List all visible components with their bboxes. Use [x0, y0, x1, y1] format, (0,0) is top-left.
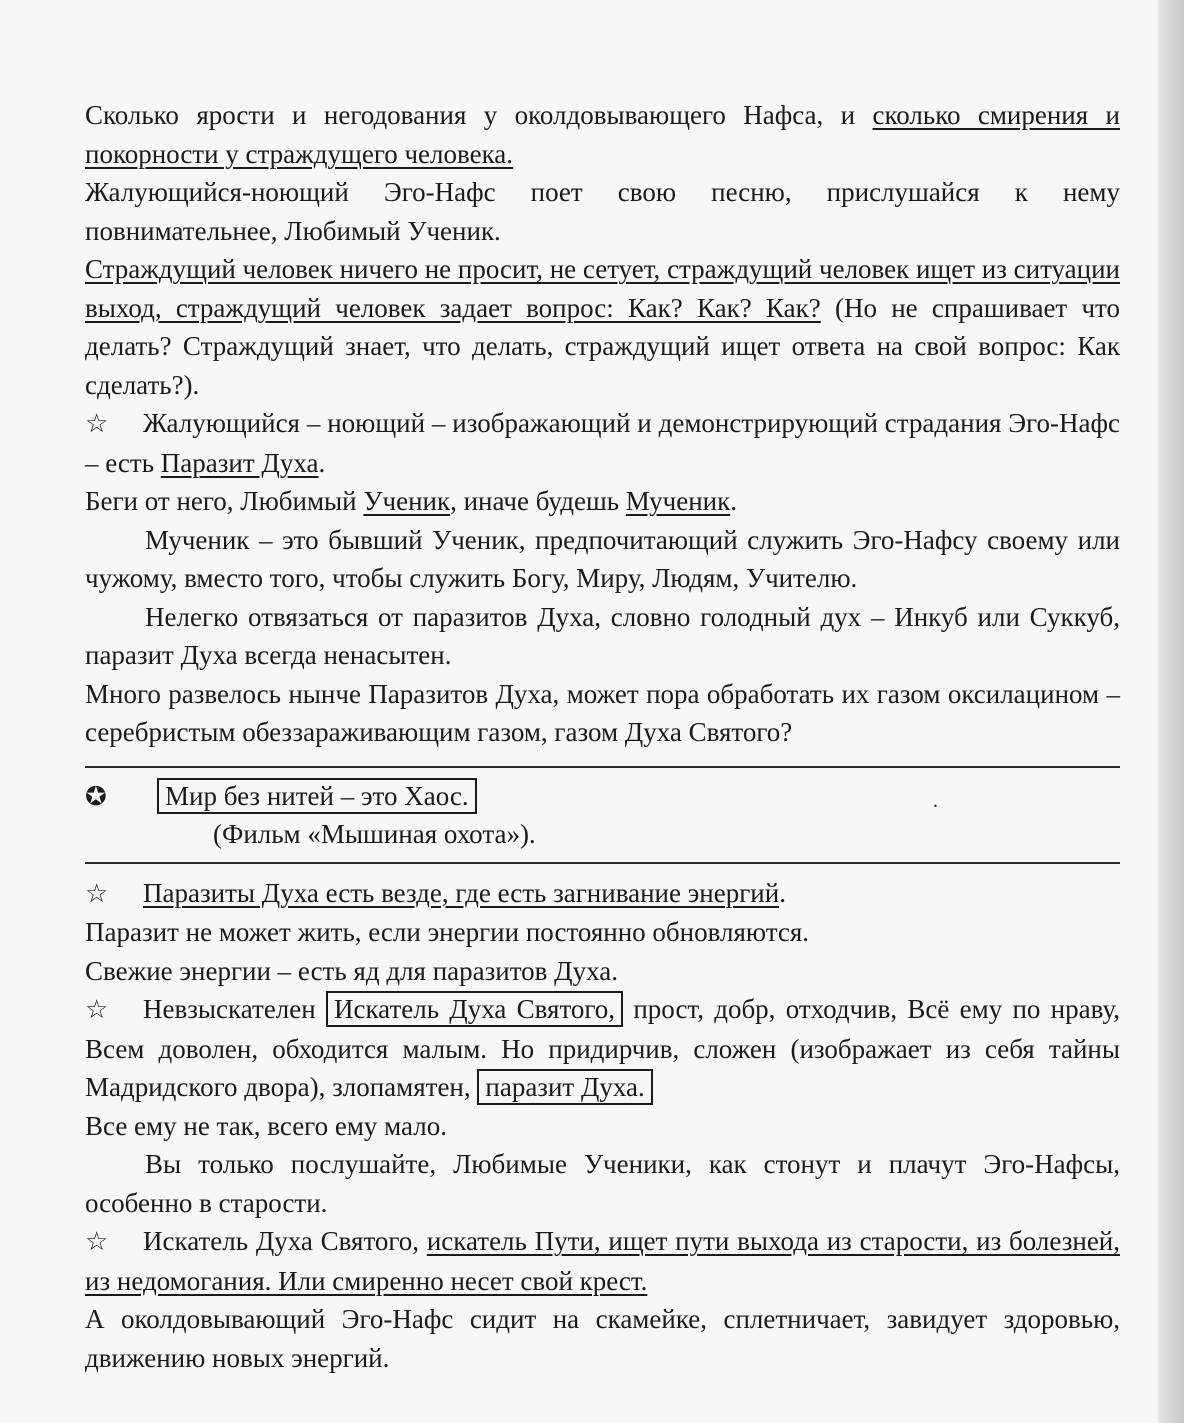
- paragraph-3-underlined: Страждущий человек ничего не просит, не сетует, страждущий человек ищет из ситуации выход, страждущий человек задает вопрос: Как? Как? Как?: [85, 254, 1120, 323]
- boxed-parasite: паразит Духа.: [477, 1069, 652, 1105]
- paragraph-1-text: Сколько ярости и негодования у околдовывающего Нафса, и: [85, 100, 873, 130]
- paragraph-14: Вы только послушайте, Любимые Ученики, как стонут и плачут Эго-Нафсы, особенно в старости.: [85, 1149, 1120, 1218]
- star-icon: ☆: [85, 995, 109, 1025]
- paragraph-11: Свежие энергии – есть яд для паразитов Духа.: [85, 955, 618, 986]
- paragraph-12-mid: прост, добр, отходчив, Всё ему по нраву, Всем доволен, обходится малым. Но придирчив, сложен (изображает из себя тайны Мадридского двора), злопамятен,: [85, 994, 1120, 1102]
- paragraph-2: Жалующийся-ноющий Эго-Нафс поет свою песню, прислушайся к нему повнимательнее, Любимый Ученик.: [85, 177, 1120, 246]
- paragraph-5-underlined-martyr: Мученик: [625, 486, 731, 516]
- paragraph-1: [85, 96, 1120, 173]
- paragraph-15-text: Искатель Духа Святого,: [143, 1226, 427, 1256]
- quote-block: [85, 778, 1120, 848]
- star-icon: ☆: [85, 409, 109, 439]
- paragraph-12: [85, 990, 1120, 1107]
- page-edge-shadow: [1158, 0, 1184, 1423]
- paragraph-4-end: .: [318, 447, 326, 478]
- paragraph-12-text: Невзыскателен: [143, 994, 326, 1024]
- paragraph-4-underlined: Паразит Духа: [160, 447, 319, 478]
- paragraph-8: Много развелось нынче Паразитов Духа, может пора обработать их газом оксилацином – серебристым обеззараживающим газом, газом Духа Святого?: [85, 678, 1120, 747]
- stray-dot: .: [933, 789, 938, 812]
- divider-top: [85, 766, 1120, 768]
- paragraph-5-text: Беги от него, Любимый: [85, 486, 364, 516]
- paragraph-9-underlined: Паразиты Духа есть везде, где есть загнивание энергий: [143, 877, 780, 908]
- paragraph-16: А околдовывающий Эго-Нафс сидит на скамейке, сплетничает, завидует здоровью, движению новых энергий.: [85, 1304, 1120, 1373]
- paragraph-3-text: (Но не спрашивает что делать? Страждущий знает, что делать, страждущий ищет ответа на свой вопрос: Как сделать?).: [85, 292, 1120, 400]
- paragraph-13: Все ему не так, всего ему мало.: [85, 1110, 447, 1141]
- paragraph-15: [85, 1222, 1120, 1300]
- circled-star-icon: ✪: [85, 781, 107, 812]
- star-icon: ☆: [85, 878, 109, 909]
- paragraph-4-text: Жалующийся – ноющий – изображающий и демонстрирующий страдания Эго-Нафс – есть: [85, 408, 1120, 478]
- star-icon: ☆: [85, 1227, 109, 1257]
- paragraph-5-end: .: [730, 486, 737, 516]
- paragraph-9: [85, 874, 1120, 914]
- paragraph-5-underlined-student: Ученик: [363, 486, 451, 516]
- paragraph-1-underlined: сколько смирения и покорности у страждущего человека.: [85, 100, 1120, 169]
- divider-bottom: [85, 862, 1120, 864]
- document-page: [85, 96, 1120, 1377]
- quote-text: Мир без нитей – это Хаос.: [157, 778, 477, 814]
- paragraph-4: [85, 404, 1120, 482]
- paragraph-10: Паразит не может жить, если энергии постоянно обновляются.: [85, 917, 810, 947]
- boxed-seeker: Искатель Духа Святого,: [326, 991, 623, 1027]
- paragraph-7: Нелегко отвязаться от паразитов Духа, словно голодный дух – Инкуб или Суккуб, паразит Духа всегда ненасытен.: [85, 601, 1120, 670]
- paragraph-9-end: .: [779, 877, 786, 908]
- quote-source: (Фильм «Мышиная охота»).: [213, 818, 536, 849]
- paragraph-5: [85, 482, 1120, 521]
- paragraph-5-mid: , иначе будешь: [450, 486, 626, 516]
- paragraph-15-underlined: искатель Пути, ищет пути выхода из старости, из болезней, из недомогания. Или смиренно несет свой крест.: [85, 1226, 1121, 1296]
- paragraph-6: Мученик – это бывший Ученик, предпочитающий служить Эго-Нафсу своему или чужому, вместо того, чтобы служить Богу, Миру, Людям, Учителю.: [85, 524, 1120, 593]
- paragraph-3: [85, 250, 1120, 404]
